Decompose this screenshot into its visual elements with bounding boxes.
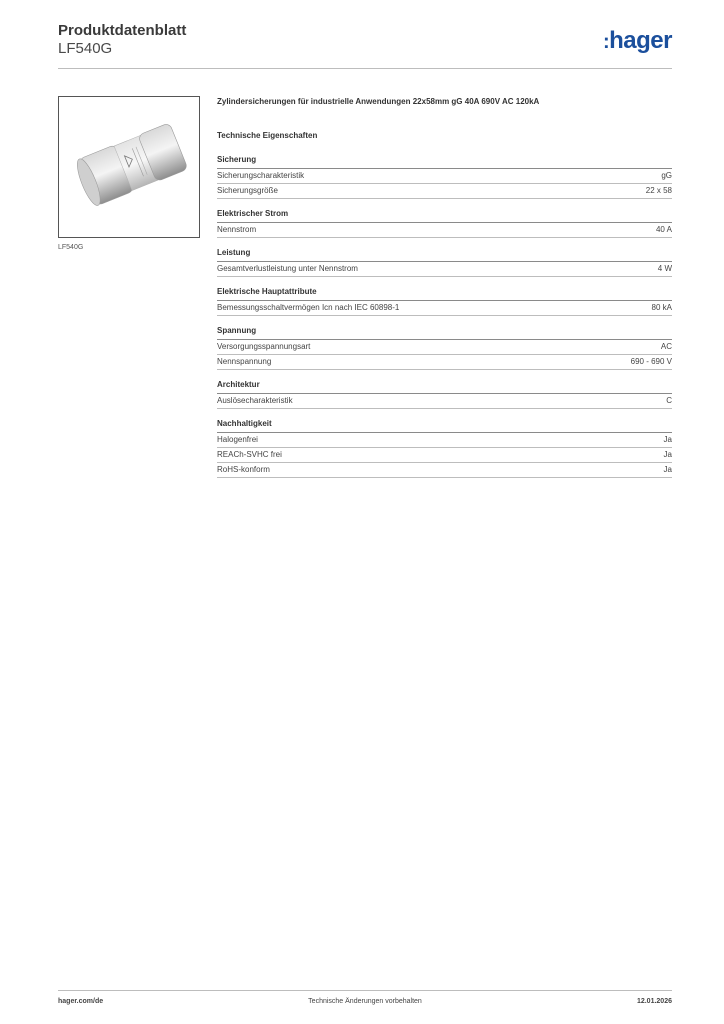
group-title: Elektrische Hauptattribute (217, 287, 672, 301)
group-title: Elektrischer Strom (217, 209, 672, 223)
spec-value: 40 A (655, 225, 672, 234)
spec-value: 80 kA (651, 303, 672, 312)
spec-label: Bemessungsschaltvermögen Icn nach IEC 60898-1 (217, 303, 400, 312)
logo-text: hager (609, 27, 672, 54)
spec-row (217, 340, 672, 355)
spec-value: AC (660, 342, 672, 351)
spec-label: Nennspannung (217, 357, 272, 366)
product-description: Zylindersicherungen für industrielle Anwendungen 22x58mm gG 40A 690V AC 120kA (217, 97, 540, 106)
group-title: Sicherung (217, 155, 672, 169)
group-title: Leistung (217, 248, 672, 262)
header-divider (58, 68, 672, 69)
spec-row (217, 169, 672, 184)
spec-label: Sicherungsgröße (217, 186, 278, 195)
fuse-illustration (59, 97, 199, 237)
spec-value: 22 x 58 (645, 186, 672, 195)
product-code: LF540G (58, 40, 113, 57)
spec-label: Auslösecharakteristik (217, 396, 293, 405)
spec-label: Sicherungscharakteristik (217, 171, 305, 180)
spec-value: Ja (663, 450, 672, 459)
spec-row (217, 463, 672, 478)
footer-date: 12.01.2026 (636, 998, 672, 1005)
group-title: Spannung (217, 326, 672, 340)
spec-label: RoHS-konform (217, 465, 270, 474)
spec-label: Gesamtverlustleistung unter Nennstrom (217, 264, 358, 273)
spec-value: 4 W (657, 264, 672, 273)
footer-notice: Technische Änderungen vorbehalten (308, 998, 422, 1005)
footer-website-link[interactable]: hager.com/de (58, 998, 104, 1005)
spec-group (217, 155, 672, 199)
spec-value: gG (661, 171, 672, 180)
spec-row (217, 433, 672, 448)
spec-row (217, 223, 672, 238)
spec-value: Ja (663, 435, 672, 444)
footer-divider (58, 990, 672, 991)
spec-row (217, 184, 672, 199)
spec-value: Ja (663, 465, 672, 474)
section-title: Technische Eigenschaften (217, 131, 318, 140)
spec-row (217, 262, 672, 277)
spec-row (217, 301, 672, 316)
image-caption: LF540G (58, 244, 84, 251)
document-title: Produktdatenblatt (58, 22, 187, 39)
spec-row (217, 448, 672, 463)
spec-label: Halogenfrei (217, 435, 258, 444)
hager-logo: :hager (602, 27, 672, 54)
spec-label: Nennstrom (217, 225, 257, 234)
product-details (217, 96, 672, 488)
spec-value: C (666, 396, 672, 405)
spec-row (217, 355, 672, 370)
spec-group (217, 326, 672, 370)
group-title: Architektur (217, 380, 672, 394)
spec-group (217, 209, 672, 238)
page-header (58, 22, 672, 58)
spec-group (217, 380, 672, 409)
group-title: Nachhaltigkeit (217, 419, 672, 433)
spec-value: 690 - 690 V (630, 357, 672, 366)
spec-group (217, 287, 672, 316)
spec-label: REACh-SVHC frei (217, 450, 282, 459)
spec-group (217, 248, 672, 277)
spec-label: Versorgungsspannungsart (217, 342, 311, 351)
spec-group (217, 419, 672, 478)
spec-row (217, 394, 672, 409)
product-image (58, 96, 200, 238)
